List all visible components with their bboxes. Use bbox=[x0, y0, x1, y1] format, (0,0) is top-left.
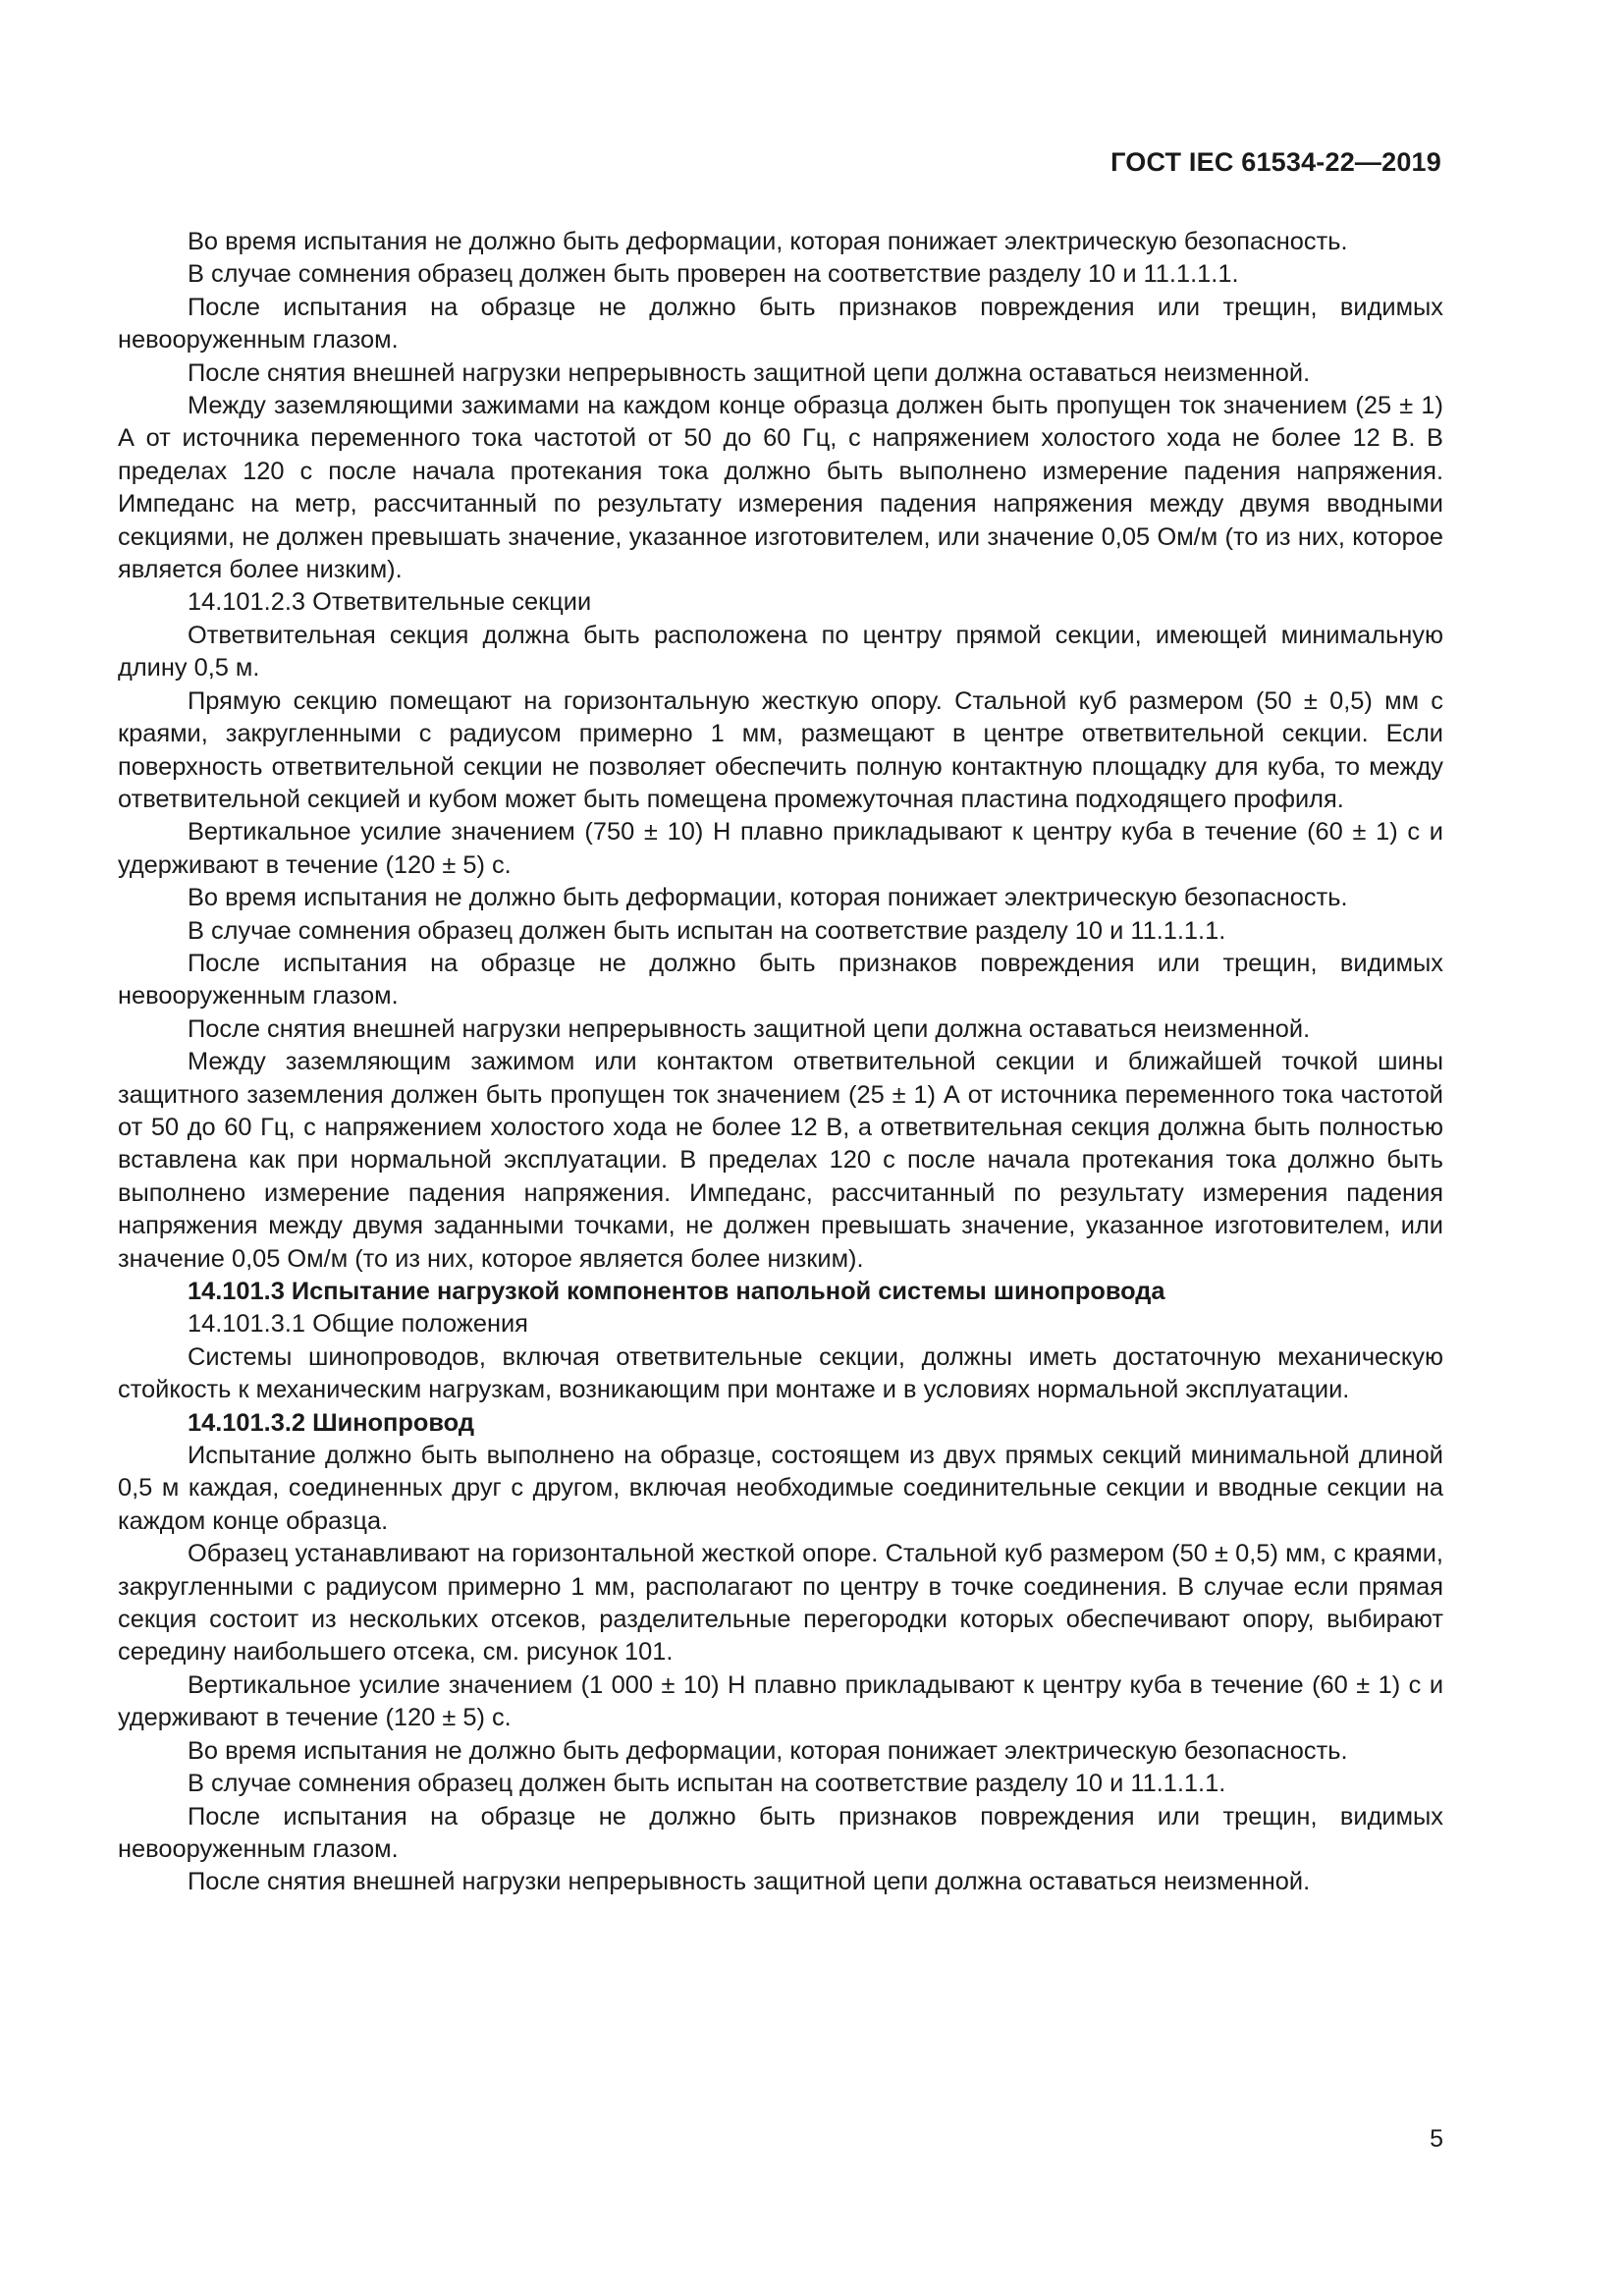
subclause-heading: 14.101.2.3 Ответвительные секции bbox=[188, 588, 592, 617]
standard-designation: ГОСТ IEC 61534-22—2019 bbox=[1110, 147, 1441, 177]
paragraph: Между заземляющим зажимом или контактом ответвительной секции и ближайшей точкой шины защитного заземления должен быть пропущен ток значением (25 ± 1) А от источника переменного тока частотой от 50 до 60 Гц, с напряжением холостого хода не более 12 В, а ответвительная секция должна быть полностью вставлена как при нормальной эксплуатации. В пределах 120 с после начала протекания тока должно быть выполнено измерение падения напряжения. Импеданс, рассчитанный по результату измерения падения напряжения между двумя заданными точками, не должен превышать значение, указанное изготовителем, или значение 0,05 Ом/м (то из них, которое является более низким). bbox=[118, 1048, 1443, 1273]
clause-heading: 14.101.3.2 Шинопровод bbox=[188, 1408, 474, 1437]
paragraph: После снятия внешней нагрузки непрерывность защитной цепи должна оставаться неизменной. bbox=[188, 1014, 1311, 1043]
paragraph: В случае сомнения образец должен быть испытан на соответствие разделу 10 и 11.1.1.1. bbox=[188, 916, 1226, 945]
paragraph: Системы шинопроводов, включая ответвительные секции, должны иметь достаточную механическую стойкость к механическим нагрузкам, возникающим при монтаже и в условиях нормальной эксплуатации. bbox=[118, 1342, 1443, 1404]
paragraph: Во время испытания не должно быть деформации, которая понижает электрическую безопасность. bbox=[188, 228, 1348, 255]
paragraph: В случае сомнения образец должен быть проверен на соответствие разделу 10 и 11.1.1.1. bbox=[188, 260, 1239, 289]
paragraph: Образец устанавливают на горизонтальной жесткой опоре. Стальной куб размером (50 ± 0,5) мм, с краями, закругленными с радиусом примерно 1 мм, располагают по центру в точке соединения. В случае если прямая секция состоит из нескольких отсеков, разделительные перегородки которых обеспечивают опору, выбирают середину наибольшего отсека, см. рисунок 101. bbox=[118, 1540, 1443, 1667]
paragraph: После снятия внешней нагрузки непрерывность защитной цепи должна оставаться неизменной. bbox=[188, 358, 1311, 387]
paragraph: После испытания на образце не должно быть признаков повреждения или трещин, видимых невооруженным глазом. bbox=[118, 949, 1443, 1011]
paragraph: Прямую секцию помещают на горизонтальную жесткую опору. Стальной куб размером (50 ± 0,5) мм с краями, закругленными с радиусом примерно 1 мм, размещают в центре ответвительной секции. Если поверхность ответвительной секции не позволяет обеспечить полную контактную площадку для куба, то между ответвительной секцией и кубом может быть помещена промежуточная пластина подходящего профиля. bbox=[118, 686, 1443, 813]
document-body bbox=[118, 226, 1443, 1899]
paragraph: Между заземляющими зажимами на каждом конце образца должен быть пропущен ток значением (25 ± 1) А от источника переменного тока частотой от 50 до 60 Гц, с напряжением холостого хода не более 12 В. В пределах 120 с после начала протекания тока должно быть выполнено измерение падения напряжения. Импеданс на метр, рассчитанный по результату измерения падения напряжения между двумя вводными секциями, не должен превышать значение, указанное изготовителем, или значение 0,05 Ом/м (то из них, которое является более низким). bbox=[118, 392, 1443, 584]
page-number: 5 bbox=[1430, 2125, 1443, 2153]
paragraph: Во время испытания не должно быть деформации, которая понижает электрическую безопасность. bbox=[188, 1736, 1348, 1765]
paragraph: Вертикальное усилие значением (1 000 ± 10) Н плавно прикладывают к центру куба в течение (60 ± 1) с и удерживают в течение (120 ± 5) с. bbox=[118, 1670, 1443, 1732]
paragraph: Испытание должно быть выполнено на образце, состоящем из двух прямых секций минимальной длиной 0,5 м каждая, соединенных друг с другом, включая необходимые соединительные секции и вводные секции на каждом конце образца. bbox=[118, 1442, 1443, 1535]
subclause-heading: 14.101.3.1 Общие положения bbox=[188, 1310, 528, 1339]
paragraph: После испытания на образце не должно быть признаков повреждения или трещин, видимых невооруженным глазом. bbox=[118, 1802, 1443, 1863]
paragraph: После испытания на образце не должно быть признаков повреждения или трещин, видимых невооруженным глазом. bbox=[118, 293, 1443, 355]
paragraph: Во время испытания не должно быть деформации, которая понижает электрическую безопасность. bbox=[188, 884, 1348, 912]
paragraph: После снятия внешней нагрузки непрерывность защитной цепи должна оставаться неизменной. bbox=[188, 1868, 1311, 1896]
clause-heading: 14.101.3 Испытание нагрузкой компонентов напольной системы шинопровода bbox=[188, 1278, 1165, 1305]
paragraph: В случае сомнения образец должен быть испытан на соответствие разделу 10 и 11.1.1.1. bbox=[188, 1770, 1226, 1798]
paragraph: Вертикальное усилие значением (750 ± 10) Н плавно прикладывают к центру куба в течение (60 ± 1) с и удерживают в течение (120 ± 5) с. bbox=[118, 818, 1443, 879]
paragraph: Ответвительная секция должна быть расположена по центру прямой секции, имеющей минимальную длину 0,5 м. bbox=[118, 621, 1443, 683]
